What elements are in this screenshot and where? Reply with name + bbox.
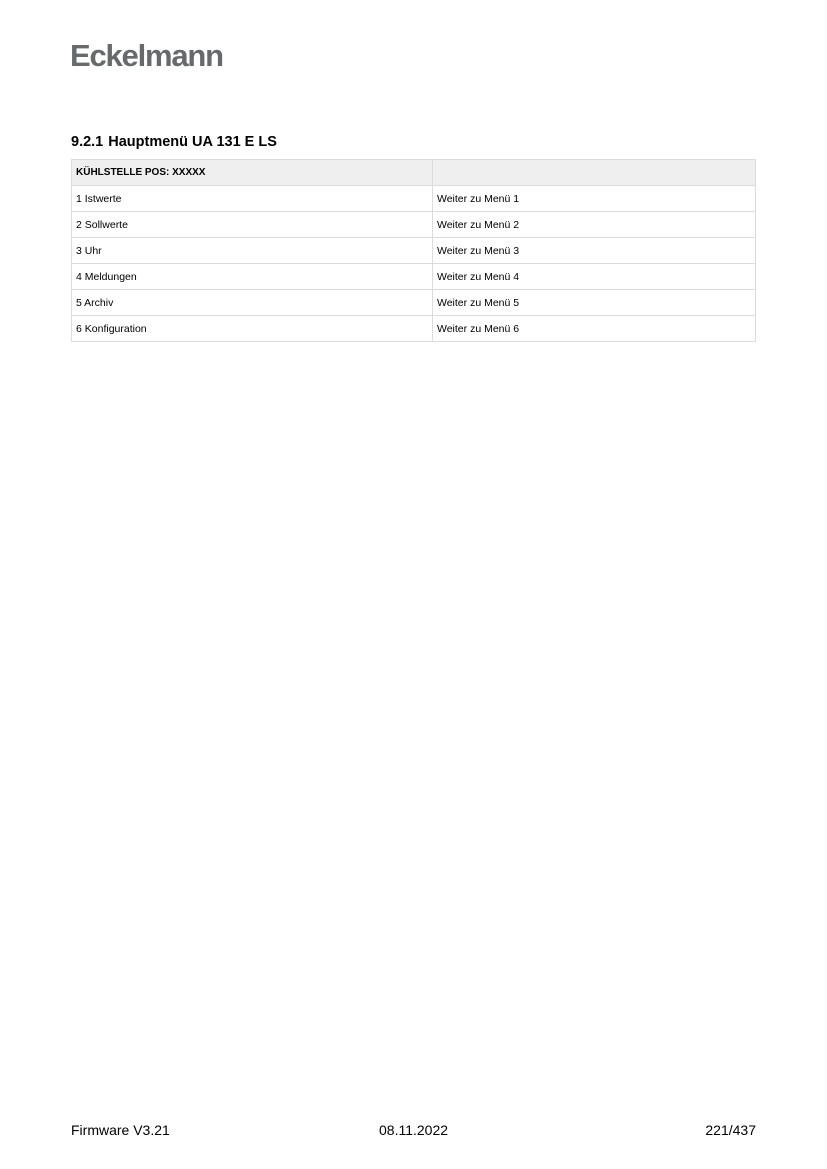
menu-item-cell: 4 Meldungen: [72, 264, 433, 290]
company-logo: Eckelmann: [70, 38, 223, 73]
table-row: [72, 212, 756, 238]
section-title: Hauptmenü UA 131 E LS: [108, 134, 277, 150]
menu-action-cell: Weiter zu Menü 4: [433, 264, 756, 290]
footer-page-number: 221/437: [705, 1122, 756, 1138]
footer-firmware: Firmware V3.21: [71, 1122, 170, 1138]
menu-action-cell: Weiter zu Menü 1: [433, 186, 756, 212]
menu-action-cell: Weiter zu Menü 6: [433, 316, 756, 342]
menu-item-cell: 1 Istwerte: [72, 186, 433, 212]
menu-action-cell: Weiter zu Menü 2: [433, 212, 756, 238]
table-row: [72, 238, 756, 264]
table-row: [72, 264, 756, 290]
table-header-row: [72, 160, 756, 186]
table-row: [72, 316, 756, 342]
menu-item-cell: 5 Archiv: [72, 290, 433, 316]
table-header-cell: [433, 160, 756, 186]
section-heading: [71, 134, 277, 150]
section-number: 9.2.1: [71, 134, 104, 150]
menu-item-cell: 2 Sollwerte: [72, 212, 433, 238]
main-menu-table: [71, 159, 756, 342]
table-header-cell: KÜHLSTELLE POS: XXXXX: [72, 160, 433, 186]
menu-item-cell: 6 Konfiguration: [72, 316, 433, 342]
menu-item-cell: 3 Uhr: [72, 238, 433, 264]
table-row: [72, 290, 756, 316]
table-row: [72, 186, 756, 212]
menu-action-cell: Weiter zu Menü 3: [433, 238, 756, 264]
menu-action-cell: Weiter zu Menü 5: [433, 290, 756, 316]
footer-date: 08.11.2022: [379, 1122, 449, 1138]
